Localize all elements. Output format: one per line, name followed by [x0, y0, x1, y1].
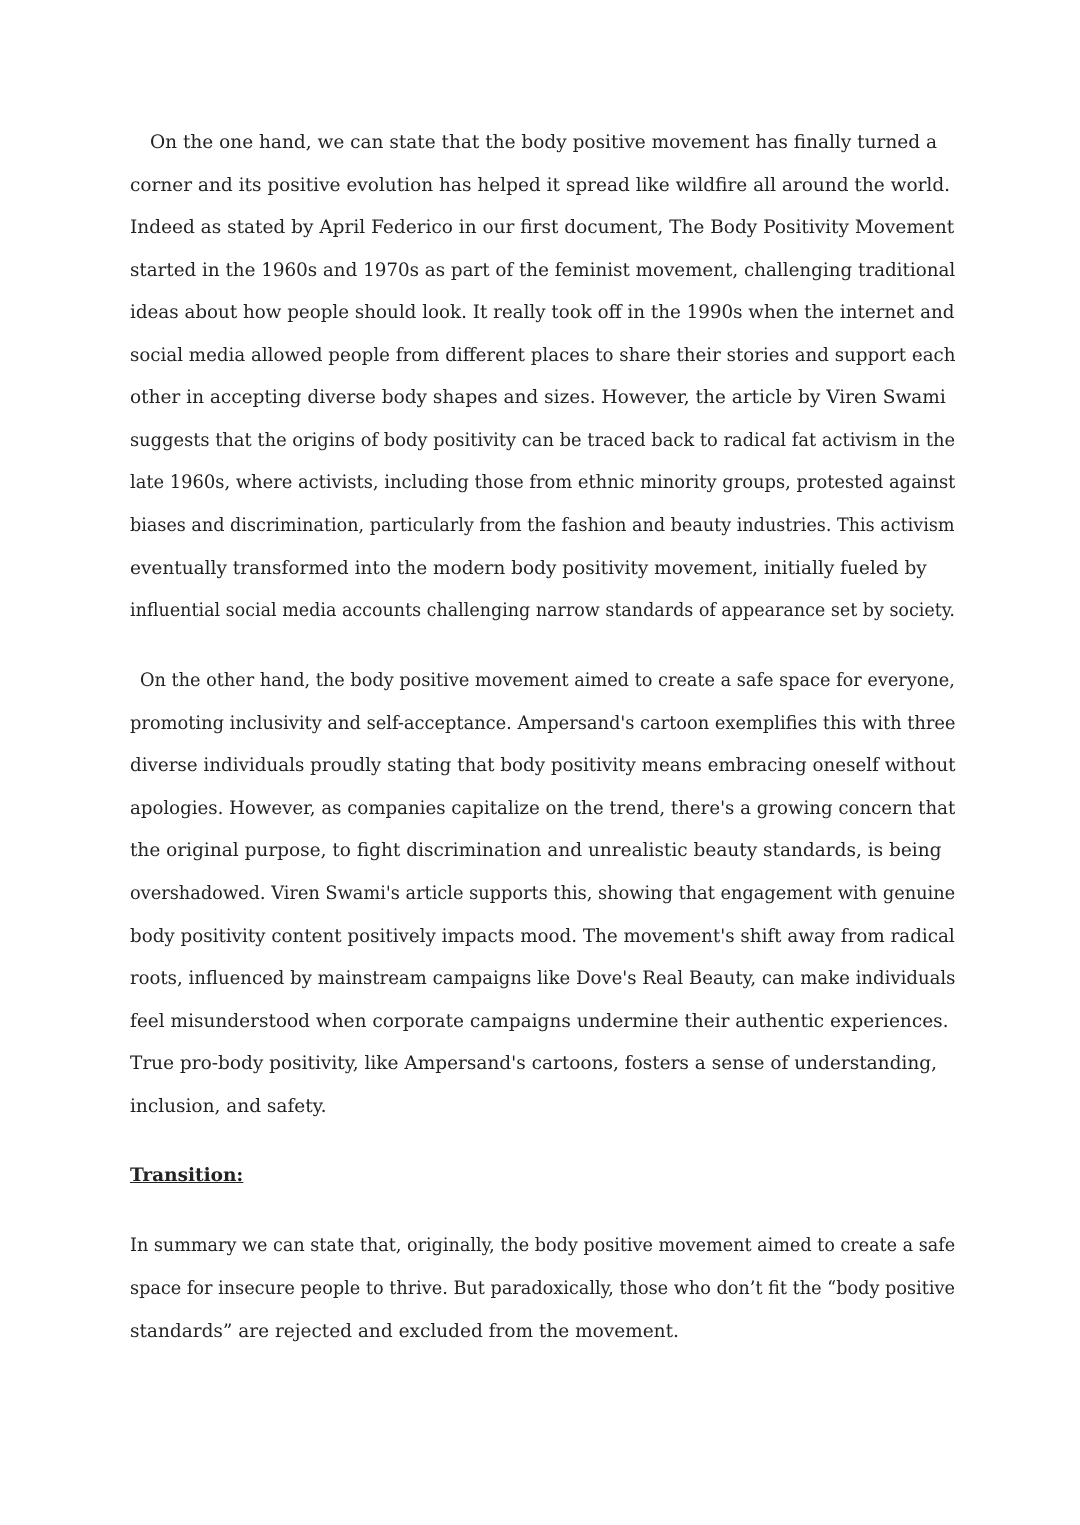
paragraph-line: influential social media accounts challenging narrow standards of appearance set by society. — [130, 600, 955, 621]
paragraph-line: roots, influenced by mainstream campaigns like Dove's Real Beauty, can make individuals — [130, 968, 956, 989]
paragraph-line: True pro-body positivity, like Ampersand's cartoons, fosters a sense of understanding, — [130, 1053, 937, 1074]
paragraph-line: On the other hand, the body positive movement aimed to create a safe space for everyone, — [140, 670, 955, 691]
paragraph-line: standards” are rejected and excluded from the movement. — [130, 1321, 679, 1342]
paragraph-line: promoting inclusivity and self-acceptance. Ampersand's cartoon exemplifies this with three — [130, 713, 956, 734]
paragraph-line: In summary we can state that, originally, the body positive movement aimed to create a safe — [130, 1235, 956, 1256]
paragraph-line: the original purpose, to fight discrimination and unrealistic beauty standards, is being — [130, 840, 942, 861]
paragraph-line: apologies. However, as companies capitalize on the trend, there's a growing concern that — [130, 798, 956, 819]
paragraph-line: other in accepting diverse body shapes and sizes. However, the article by Viren Swami — [130, 387, 946, 408]
paragraph-line: ideas about how people should look. It really took off in the 1990s when the internet and — [130, 302, 955, 323]
paragraph-line: diverse individuals proudly stating that body positivity means embracing oneself without — [130, 755, 956, 776]
transition-heading: Transition: — [130, 1165, 244, 1186]
paragraph-line: biases and discrimination, particularly from the fashion and beauty industries. This activism — [130, 515, 955, 536]
paragraph-line: late 1960s, where activists, including those from ethnic minority groups, protested against — [130, 472, 956, 493]
paragraph-line: corner and its positive evolution has helped it spread like wildfire all around the world. — [130, 175, 951, 196]
paragraph-line: suggests that the origins of body positivity can be traced back to radical fat activism in the — [130, 430, 956, 451]
paragraph-line: social media allowed people from different places to share their stories and support each — [130, 345, 956, 366]
paragraph-line: Indeed as stated by April Federico in our first document, The Body Positivity Movement — [130, 217, 955, 238]
paragraph-line: body positivity content positively impacts mood. The movement's shift away from radical — [130, 926, 955, 947]
paragraph-line: eventually transformed into the modern body positivity movement, initially fueled by — [130, 558, 927, 579]
paragraph-line: inclusion, and safety. — [130, 1096, 327, 1117]
paragraph-line: overshadowed. Viren Swami's article supports this, showing that engagement with genuine — [130, 883, 956, 904]
paragraph-line: feel misunderstood when corporate campaigns undermine their authentic experiences. — [130, 1011, 949, 1032]
paragraph-line: started in the 1960s and 1970s as part of the feminist movement, challenging traditional — [130, 260, 956, 281]
paragraph-line: space for insecure people to thrive. But paradoxically, those who don’t fit the “body positive — [130, 1278, 955, 1299]
paragraph-line: On the one hand, we can state that the body positive movement has finally turned a — [150, 132, 937, 153]
